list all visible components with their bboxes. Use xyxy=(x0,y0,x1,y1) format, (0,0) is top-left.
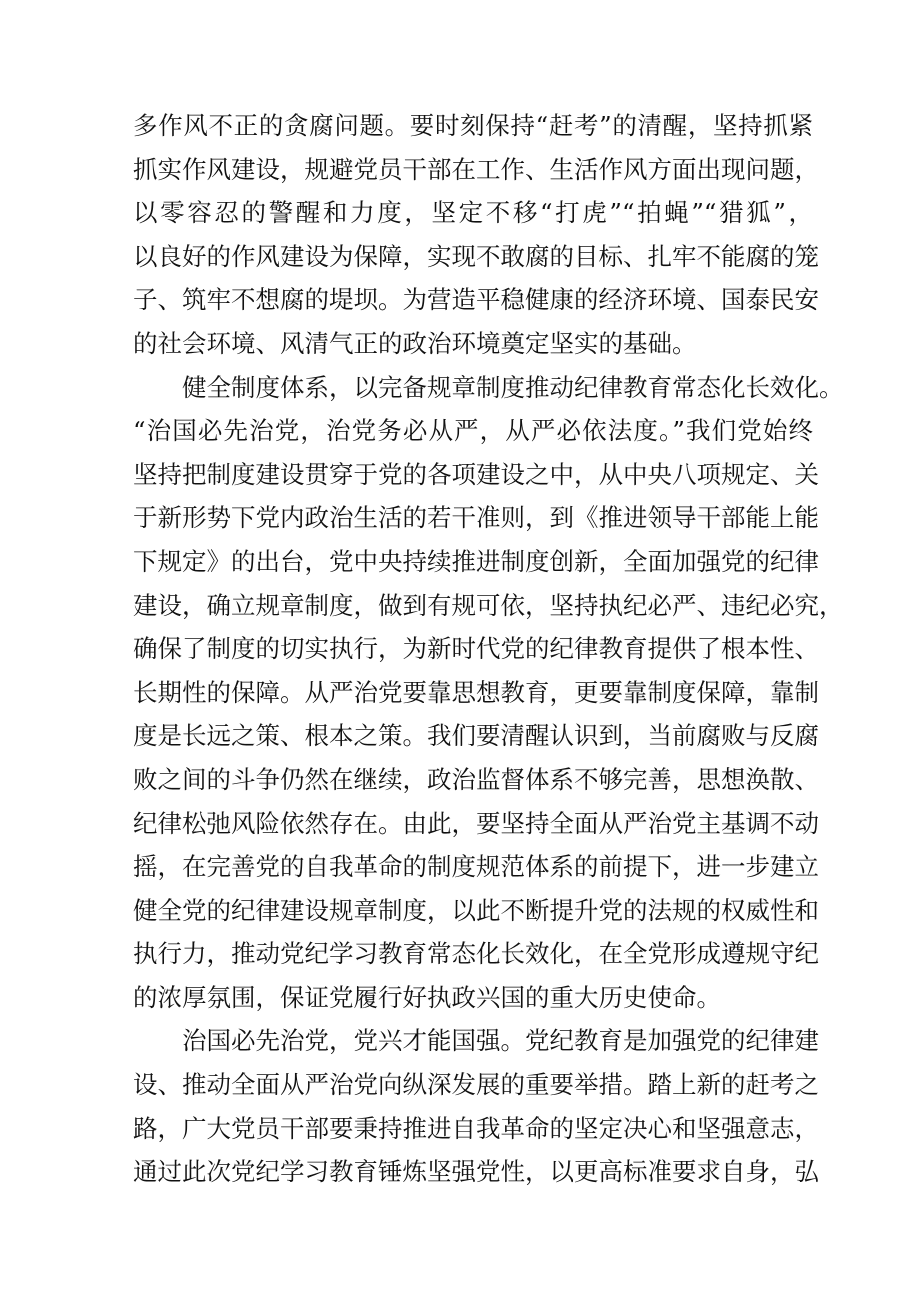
text-line: 健全党的纪律建设规章制度，以此不断提升党的法规的权威性和 xyxy=(133,895,819,925)
text-line: 确保了制度的切实执行，为新时代党的纪律教育提供了根本性、 xyxy=(133,634,819,664)
paragraph xyxy=(133,1019,819,1193)
text-line: 下规定》的出台，党中央持续推进制度创新，全面加强党的纪律 xyxy=(133,546,819,576)
text-line: 健全制度体系，以完备规章制度推动纪律教育常态化长效化。 xyxy=(182,372,844,402)
text-line: 以良好的作风建设为保障，实现不敢腐的目标、扎牢不能腐的笼 xyxy=(133,241,819,271)
paragraph xyxy=(133,104,819,366)
text-line: “治国必先治党，治党务必从严，从严必依法度。”我们党始终 xyxy=(133,416,813,446)
text-line: 路，广大党员干部要秉持推进自我革命的坚定决心和坚强意志， xyxy=(133,1113,819,1143)
text-line: 子、筑牢不想腐的堤坝。为营造平稳健康的经济环境、国泰民安 xyxy=(133,285,819,315)
text-line: 坚持把制度建设贯穿于党的各项建设之中，从中央八项规定、关 xyxy=(133,459,819,489)
text-line: 执行力，推动党纪学习教育常态化长效化，在全党形成遵规守纪 xyxy=(133,939,819,969)
text-line: 的浓厚氛围，保证党履行好执政兴国的重大历史使命。 xyxy=(133,982,721,1012)
text-line: 建设，确立规章制度，做到有规可依，坚持执纪必严、违纪必究， xyxy=(133,590,844,620)
text-line: 设、推动全面从严治党向纵深发展的重要举措。踏上新的赶考之 xyxy=(133,1070,819,1100)
text-line: 通过此次党纪学习教育锤炼坚强党性，以更高标准要求自身，弘 xyxy=(133,1157,819,1187)
text-line: 多作风不正的贪腐问题。要时刻保持“赶考”的清醒，坚持抓紧 xyxy=(133,111,813,140)
text-line: 败之间的斗争仍然在继续，政治监督体系不够完善，思想涣散、 xyxy=(133,764,819,794)
text-line: 摇，在完善党的自我革命的制度规范体系的前提下，进一步建立 xyxy=(133,852,819,882)
text-line: 于新形势下党内政治生活的若干准则，到《推进领导干部能上能 xyxy=(133,503,819,533)
text-line: 治国必先治党，党兴才能国强。党纪教育是加强党的纪律建 xyxy=(182,1026,819,1056)
text-line: 长期性的保障。从严治党要靠思想教育，更要靠制度保障，靠制 xyxy=(133,677,819,707)
paragraph xyxy=(133,366,844,1020)
text-line: 抓实作风建设，规避党员干部在工作、生活作风方面出现问题， xyxy=(133,154,819,184)
document-body xyxy=(133,104,844,1194)
text-line: 纪律松弛风险依然存在。由此，要坚持全面从严治党主基调不动 xyxy=(133,808,819,838)
text-line: 以零容忍的警醒和力度，坚定不移“打虎”“拍蝇”“猎狐”， xyxy=(133,198,813,228)
text-line: 的社会环境、风清气正的政治环境奠定坚实的基础。 xyxy=(133,328,697,358)
text-line: 度是长远之策、根本之策。我们要清醒认识到，当前腐败与反腐 xyxy=(133,721,819,751)
